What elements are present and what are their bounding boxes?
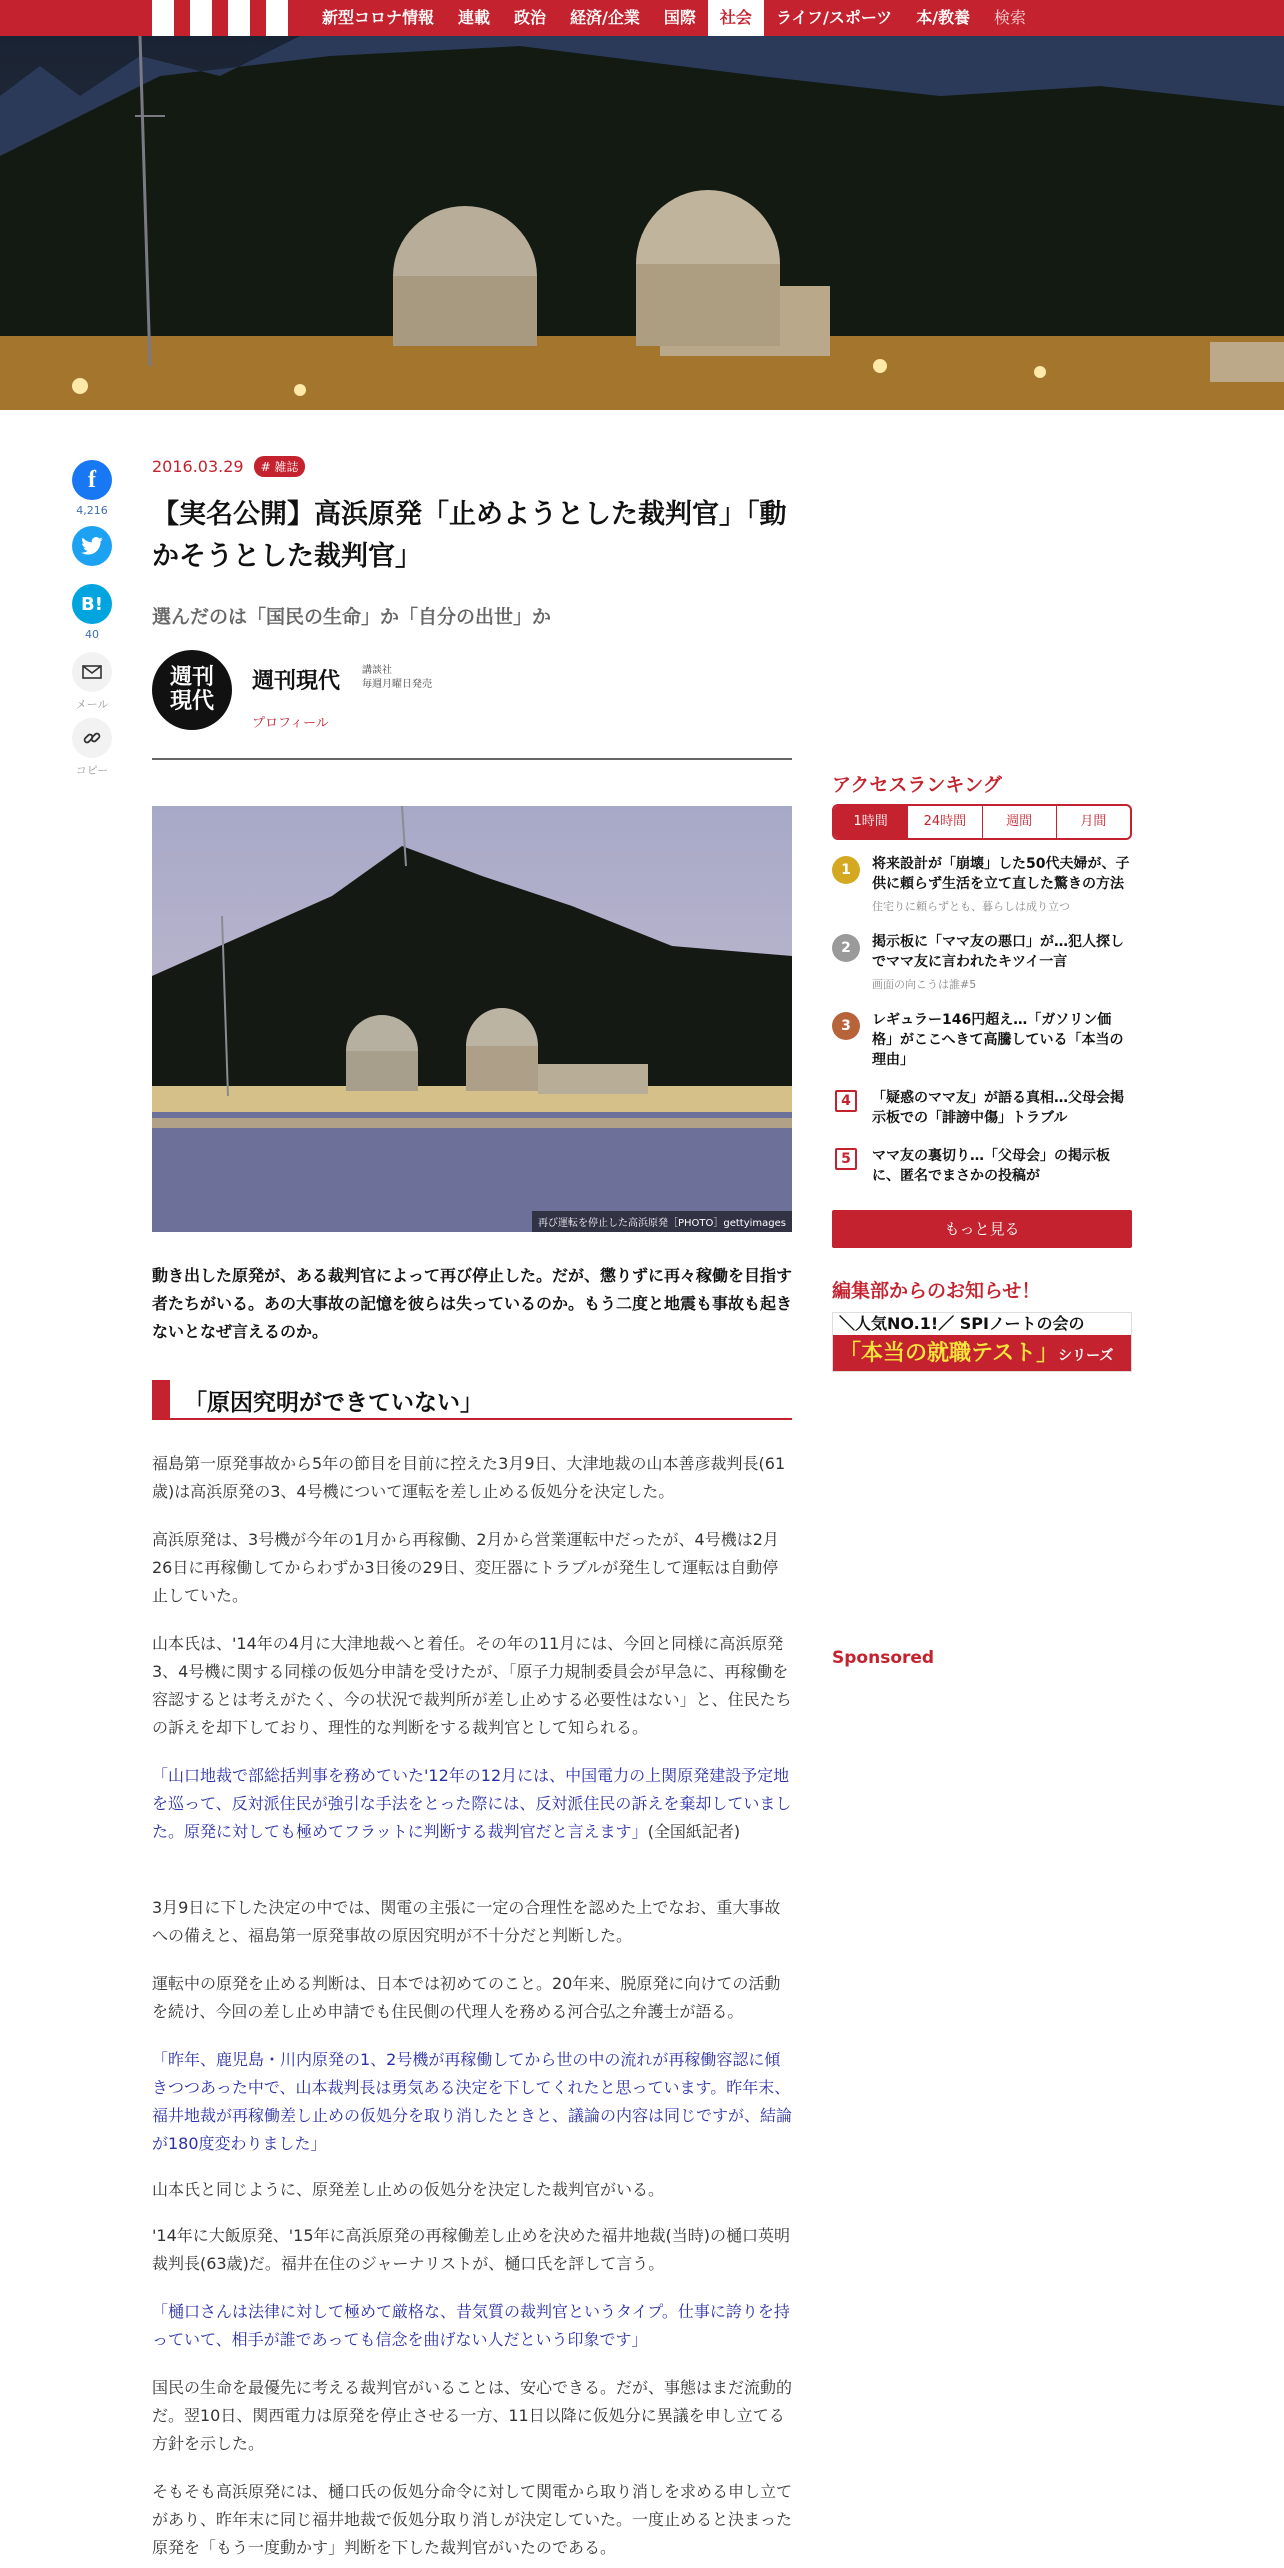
quote-source: (全国紙記者) bbox=[647, 1822, 741, 1841]
facebook-share-count: 4,216 bbox=[76, 504, 108, 517]
paragraph: 運転中の原発を止める判断は、日本では初めてのこと。20年来、脱原発に向けての活動を続け、今回の差し止め申請でも住民側の代理人を務める河合弘之弁護士が語る。 bbox=[152, 1974, 781, 2021]
ranking-item[interactable] bbox=[832, 1088, 1132, 1128]
paragraph: 国民の生命を最優先に考える裁判官がいることは、安心できる。だが、事態はまだ流動的だ。翌10日、関西電力は原発を停止させる一方、11日以降に仮処分に異議を申し立てる方針を示した。 bbox=[152, 2378, 793, 2453]
article-photo bbox=[152, 806, 792, 1232]
twitter-share-button[interactable] bbox=[72, 526, 112, 566]
author-name[interactable]: 週刊現代 bbox=[252, 669, 341, 694]
ranking-tab[interactable]: 1時間 bbox=[834, 806, 907, 838]
share-column bbox=[70, 460, 114, 776]
paragraph bbox=[152, 1762, 792, 1846]
paragraph: そもそも高浜原発には、樋口氏の仮処分命令に対して関電から取り消しを求める申し立てがあり、昨年末に同じ福井地裁で仮処分取り消しが決定していた。一度止めると決まった原発を「もう一度動かす」判断を下した裁判官がいたのである。 bbox=[152, 2482, 793, 2557]
banner-tagline: ＼人気NO.1!／ SPIノートの会の bbox=[833, 1313, 1131, 1335]
copy-label: コピー bbox=[75, 764, 109, 777]
ranking-item[interactable] bbox=[832, 854, 1132, 914]
ranking-item[interactable] bbox=[832, 1010, 1132, 1070]
twitter-icon bbox=[81, 537, 103, 555]
article-title: 【実名公開】高浜原発「止めようとした裁判官」「動かそうとした裁判官」 bbox=[152, 499, 787, 572]
paragraph: '14年に大飯原発、'15年に高浜原発の再稼働差し止めを決めた福井地裁(当時)の樋口英明裁判長(63歳)だ。福井在住のジャーナリストが、樋口氏を評して言う。 bbox=[152, 2226, 791, 2273]
paragraph: 山本氏と同じように、原発差し止めの仮処分を決定した裁判官がいる。 bbox=[152, 2180, 665, 2199]
sponsored-label: Sponsored bbox=[832, 1648, 935, 1668]
more-button[interactable]: もっと見る bbox=[832, 1210, 1132, 1248]
author-block bbox=[152, 650, 792, 730]
photo-caption: 再び運転を停止した高浜原発［PHOTO］gettyimages bbox=[532, 1211, 792, 1232]
ranking-headline: 掲示板に「ママ友の悪口」が…犯人探しでママ友に言われたキツイ一言 bbox=[872, 934, 1124, 970]
nav-search[interactable]: 検索 bbox=[994, 8, 1027, 27]
spi-banner[interactable] bbox=[832, 1312, 1132, 1372]
nav-item[interactable]: 社会 bbox=[708, 0, 764, 36]
nav-item[interactable]: 本/教養 bbox=[916, 8, 971, 27]
paragraph: 福島第一原発事故から5年の節目を目前に控えた3月9日、大津地裁の山本善彦裁判長(61歳)は高浜原発の3、4号機について運転を差し止める仮処分を決定した。 bbox=[152, 1454, 786, 1501]
article-meta bbox=[152, 456, 305, 477]
site-logo[interactable] bbox=[152, 0, 290, 36]
nav-item[interactable]: 経済/企業 bbox=[570, 8, 640, 27]
nav-item[interactable]: ライフ/スポーツ bbox=[775, 8, 893, 27]
ranking-list bbox=[832, 854, 1132, 1204]
mail-label: メール bbox=[75, 698, 109, 711]
rank-number: 4 bbox=[835, 1090, 857, 1112]
nav-item[interactable]: 政治 bbox=[514, 8, 547, 27]
hatena-bookmark-button[interactable] bbox=[72, 584, 112, 624]
ranking-headline: レギュラー146円超え…「ガソリン価格」がここへきて高騰している「本当の理由」 bbox=[872, 1012, 1124, 1068]
notice-title: 編集部からのお知らせ！ bbox=[832, 1280, 1041, 1302]
author-avatar[interactable]: 週刊 現代 bbox=[152, 650, 232, 730]
facebook-icon: f bbox=[88, 466, 96, 493]
ranking-tab[interactable]: 24時間 bbox=[907, 806, 981, 838]
banner-main-text: 「本当の就職テスト」シリーズ bbox=[833, 1335, 1131, 1372]
article-lead: 動き出した原発が、ある裁判官によって再び停止した。だが、懲りずに再々稼働を目指す者たちがいる。あの大事故の記憶を彼らは失っているのか。もう二度と地震も事故も起きないとなぜ言えるのか。 bbox=[152, 1266, 793, 1341]
header-divider bbox=[152, 758, 792, 760]
paragraph: 山本氏は、'14年の4月に大津地裁へと着任。その年の11月には、今回と同様に高浜原発3、4号機に関する同様の仮処分申請を受けたが、「原子力規制委員会が早急に、再稼働を容認するとは考えがたく、今の状況で裁判所が差し止めする必要性はない」と、住民たちの訴えを却下しており、理性的な判断をする裁判官として知られる。 bbox=[152, 1634, 792, 1737]
rank-number: 3 bbox=[832, 1012, 860, 1040]
category-tag[interactable]: # 雑誌 bbox=[254, 456, 306, 477]
nav-item[interactable]: 新型コロナ情報 bbox=[322, 8, 435, 27]
top-navigation-bar bbox=[0, 0, 1284, 36]
article-date: 2016.03.29 bbox=[152, 457, 244, 476]
hero-image bbox=[0, 36, 1284, 410]
nav-item[interactable]: 連載 bbox=[458, 8, 491, 27]
main-nav bbox=[310, 0, 1038, 36]
ranking-subtitle: 住宅りに頼らずとも、暮らしは成り立つ bbox=[872, 900, 1070, 913]
ranking-headline: 将来設計が「崩壊」した50代夫婦が、子供に頼らず生活を立て直した驚きの方法 bbox=[872, 856, 1130, 892]
author-publisher: 講談社 毎週月曜日発売 bbox=[362, 665, 432, 690]
quote-text: 「山口地裁で部総括判事を務めていた'12年の12月には、中国電力の上関原発建設予定地を巡って、反対派住民が強引な手法をとった際には、反対派住民の訴えを棄却していました。原発に対しても極めてフラットに判断する裁判官だと言えます」 bbox=[152, 1766, 792, 1841]
ranking-item[interactable] bbox=[832, 1146, 1132, 1186]
quote-paragraph: 「樋口さんは法律に対して極めて厳格な、昔気質の裁判官というタイプ。仕事に誇りを持っていて、相手が誰であっても信念を曲げない人だという印象です」 bbox=[152, 2302, 790, 2349]
ranking-headline: 「疑惑のママ友」が語る真相…父母会掲示板での「誹謗中傷」トラブル bbox=[872, 1090, 1124, 1126]
paragraph: 3月9日に下した決定の中では、関電の主張に一定の合理性を認めた上でなお、重大事故への備えと、福島第一原発事故の原因究明が不十分だと判断した。 bbox=[152, 1898, 781, 1945]
copy-link-button[interactable] bbox=[72, 718, 112, 758]
mail-share-button[interactable] bbox=[72, 652, 112, 692]
ranking-tab[interactable]: 週間 bbox=[982, 806, 1056, 838]
article-subtitle: 選んだのは「国民の生命」か「自分の出世」か bbox=[152, 606, 552, 628]
ranking-tabs bbox=[832, 804, 1132, 840]
ranking-item[interactable] bbox=[832, 932, 1132, 992]
ranking-subtitle: 画面の向こうは誰#5 bbox=[872, 978, 977, 991]
ranking-tab[interactable]: 月間 bbox=[1056, 806, 1130, 838]
link-icon bbox=[82, 728, 102, 748]
ranking-title: アクセスランキング bbox=[832, 774, 1002, 796]
facebook-share-button[interactable] bbox=[72, 460, 112, 500]
nav-item[interactable]: 国際 bbox=[663, 8, 696, 27]
rank-number: 1 bbox=[832, 856, 860, 884]
quote-paragraph: 「昨年、鹿児島・川内原発の1、2号機が再稼働してから世の中の流れが再稼働容認に傾きつつあった中で、山本裁判長は勇気ある決定を下してくれたと思っています。昨年末、福井地裁が再稼働差し止めの仮処分を取り消したときと、議論の内容は同じですが、結論が180度変わりました」 bbox=[152, 2050, 793, 2153]
profile-link[interactable]: プロフィール bbox=[252, 716, 329, 731]
section-heading: 「原因究明ができていない」 bbox=[152, 1380, 792, 1420]
mail-icon bbox=[82, 665, 102, 679]
ranking-headline: ママ友の裏切り…「父母会」の掲示板に、匿名でまさかの投稿が bbox=[872, 1148, 1110, 1184]
hatena-icon: B! bbox=[81, 593, 103, 615]
hatena-count: 40 bbox=[85, 628, 99, 641]
rank-number: 5 bbox=[835, 1148, 857, 1170]
rank-number: 2 bbox=[832, 934, 860, 962]
paragraph: 高浜原発は、3号機が今年の1月から再稼働、2月から営業運転中だったが、4号機は2月26日に再稼働してからわずか3日後の29日、変圧器にトラブルが発生して運転は自動停止していた。 bbox=[152, 1530, 779, 1605]
